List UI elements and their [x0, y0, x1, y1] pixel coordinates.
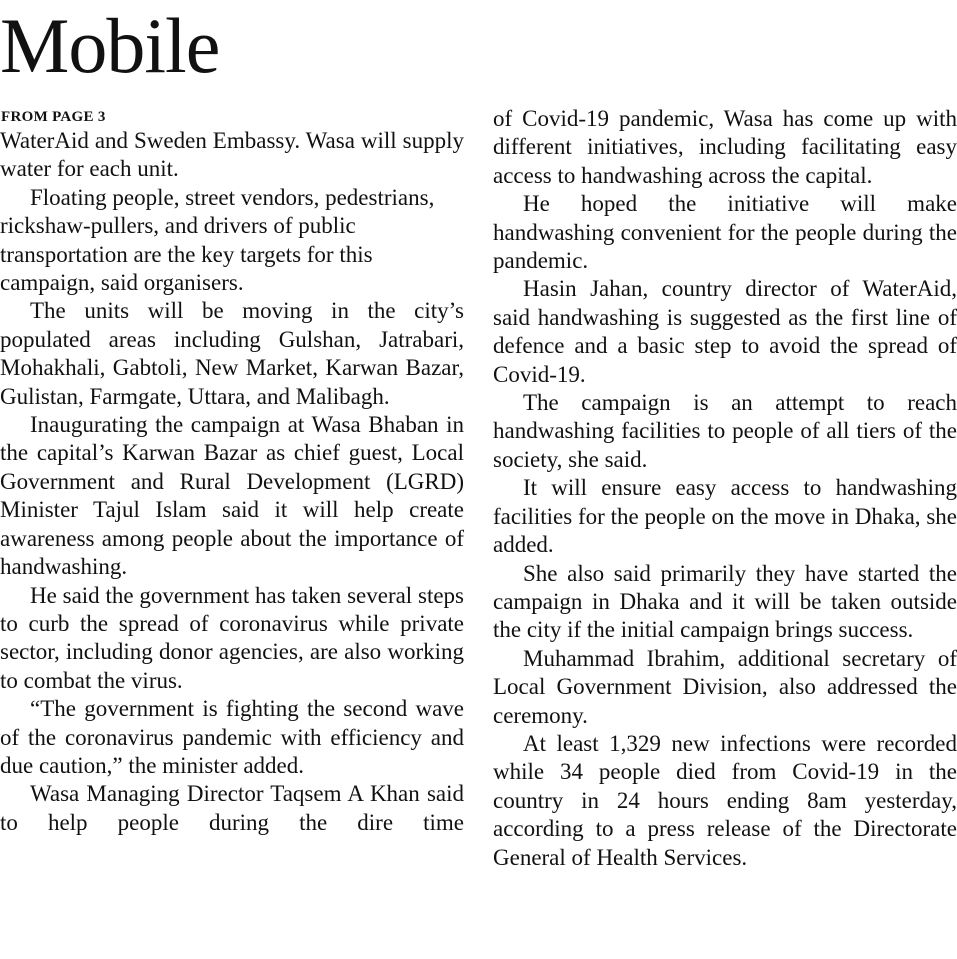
paragraph: WaterAid and Sweden Embassy. Wasa will supply water for each unit.	[0, 128, 464, 182]
paragraph: The campaign is an attempt to reach handwashing facilities to people of all tiers of the society, she said.	[493, 390, 957, 472]
paragraph: He said the government has taken several steps to curb the spread of coronavirus while private sector, including donor agencies, are also working to combat the virus.	[0, 582, 464, 693]
paragraph: Muhammad Ibrahim, additional secretary of Local Government Division, also addressed the ceremony.	[493, 645, 957, 728]
paragraph: Floating people, street vendors, pedestrians, rickshaw-pullers, and drivers of public transportation are the key targets for this campaign, said organisers.	[0, 184, 435, 296]
paragraph: She also said primarily they have started the campaign in Dhaka and it will be taken outside the city if the initial campaign brings success.	[493, 560, 957, 643]
headline: Mobile	[0, 2, 220, 89]
article-column-left	[0, 127, 464, 837]
paragraph: He hoped the initiative will make handwashing convenient for the people during the pandemic.	[493, 191, 957, 274]
jump-line: FROM PAGE 3	[1, 109, 106, 125]
paragraph: At least 1,329 new infections were recorded while 34 people died from Covid-19 in the country in 24 hours ending 8am yesterday, according to a press release of the Directorate General of Health Services.	[493, 730, 957, 870]
paragraph: “The government is fighting the second wave of the coronavirus pandemic with efficiency and due caution,” the minister added.	[0, 696, 464, 778]
paragraph: Hasin Jahan, country director of WaterAid, said handwashing is suggested as the first line of defence and a basic step to avoid the spread of Covid-19.	[493, 276, 957, 387]
paragraph: of Covid-19 pandemic, Wasa has come up with different initiatives, including facilitating easy access to handwashing across the capital.	[493, 106, 957, 188]
paragraph: It will ensure easy access to handwashing facilities for the people on the move in Dhaka, she added.	[493, 475, 957, 558]
paragraph: Wasa Managing Director Taqsem A Khan said to help people during the dire time	[0, 781, 464, 835]
article-column-right	[493, 105, 957, 872]
paragraph: The units will be moving in the city’s populated areas including Gulshan, Jatrabari, Mohakhali, Gabtoli, New Market, Karwan Bazar, Gulistan, Farmgate, Uttara, and Malibagh.	[0, 298, 464, 409]
paragraph: Inaugurating the campaign at Wasa Bhaban in the capital’s Karwan Bazar as chief guest, Local Government and Rural Development (LGRD) Minister Tajul Islam said it will help create awareness among people about the importance of handwashing.	[0, 412, 464, 580]
